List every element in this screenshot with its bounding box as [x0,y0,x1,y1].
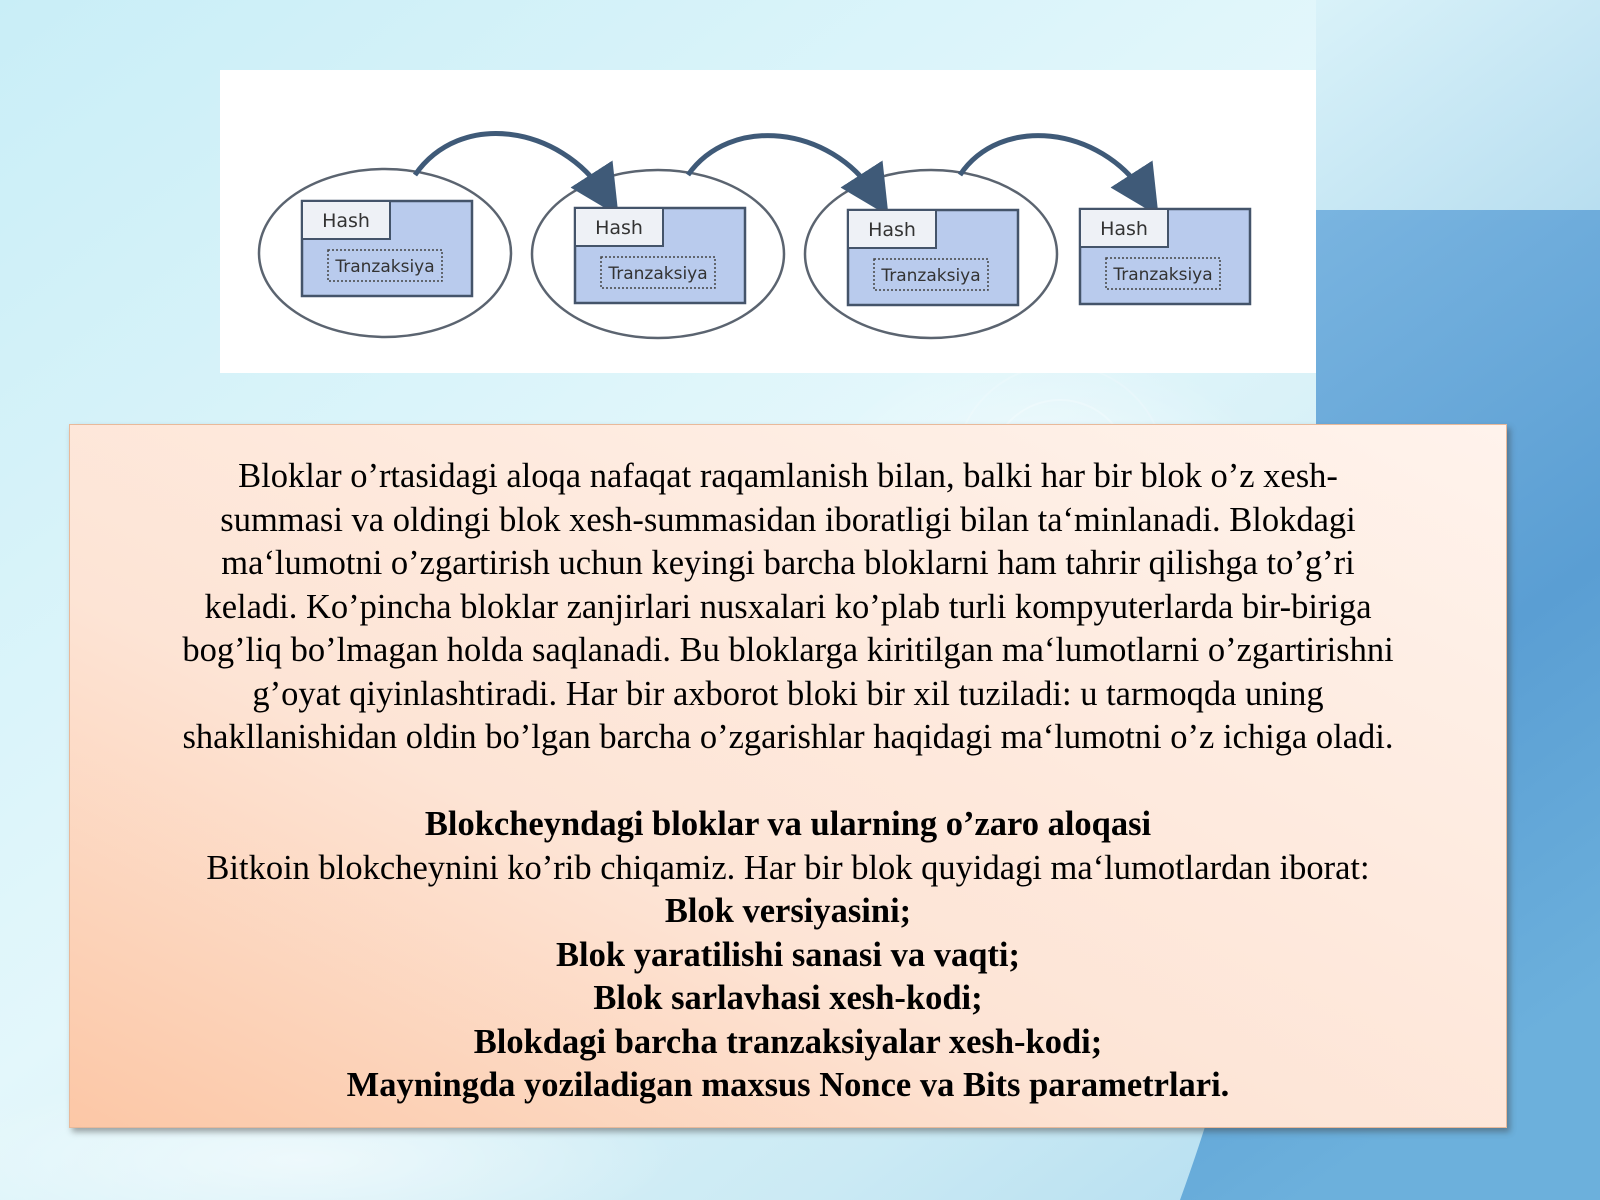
section-heading: Blokcheyndagi bloklar va ularning o’zaro aloqasi [424,805,1152,843]
paragraph-line: Bloklar o’rtasidagi aloqa nafaqat raqamlanish bilan, balki har bir blok o’z xesh- [238,457,1338,495]
block-3-hash-label: Hash [868,219,916,241]
blockchain-diagram-svg [220,70,1316,373]
chain-arrow-2 [688,136,875,195]
list-item: Blok yaratilishi sanasi va vaqti; [556,935,1020,974]
list-item: Blok sarlavhasi xesh-kodi; [593,979,983,1017]
paragraph-line: ma‘lumotni o’zgartirish uchun keyingi barcha bloklarni ham tahrir qilishga to’g’ri [221,544,1355,582]
paragraph-line: keladi. Ko’pincha bloklar zanjirlari nusxalari ko’plab turli kompyuterlarda bir-biriga [204,587,1372,626]
block-3-tx-label: Tranzaksiya [881,266,981,286]
block-1-hash-label: Hash [322,210,370,232]
list-item: Blokdagi barcha tranzaksiyalar xesh-kodi; [473,1022,1103,1061]
list-item: Blok versiyasini; [664,892,912,930]
description-paragraph [80,455,1496,760]
block-2-hash-label: Hash [595,217,643,239]
paragraph-line: shakllanishidan oldin bo’lgan barcha o’zgarishlar haqidagi ma‘lumotni o’z ichiga oladi. [182,718,1394,756]
paragraph-spacer [80,760,1496,804]
block-2 [575,208,745,303]
block-1 [302,201,472,296]
block-4 [1080,209,1250,304]
block-4-hash-label: Hash [1100,218,1148,240]
block-4-tx-label: Tranzaksiya [1113,265,1213,285]
block-2-tx-label: Tranzaksiya [608,264,708,284]
blockchain-diagram [220,70,1316,373]
intro-line: Bitkoin blokcheynini ko’rib chiqamiz. Har bir blok quyidagi ma‘lumotlardan iborat: [206,848,1370,887]
chain-arrow-3 [960,136,1145,195]
block-1-tx-label: Tranzaksiya [335,257,435,277]
chain-arrow-1 [415,134,605,195]
paragraph-line: bog’liq bo’lmagan holda saqlanadi. Bu bloklarga kiritilgan ma‘lumotlarni o’zgartirishni [182,631,1394,669]
list-item: Mayningda yoziladigan maxsus Nonce va Bits parametrlari. [346,1066,1230,1104]
paragraph-line: g’oyat qiyinlashtiradi. Har bir axborot bloki bir xil tuziladi: u tarmoqda uning [252,674,1324,713]
paragraph-line: summasi va oldingi blok xesh-summasidan iboratligi bilan ta‘minlanadi. Blokdagi [220,500,1356,539]
content-text-box [69,424,1507,1128]
block-3 [848,210,1018,305]
